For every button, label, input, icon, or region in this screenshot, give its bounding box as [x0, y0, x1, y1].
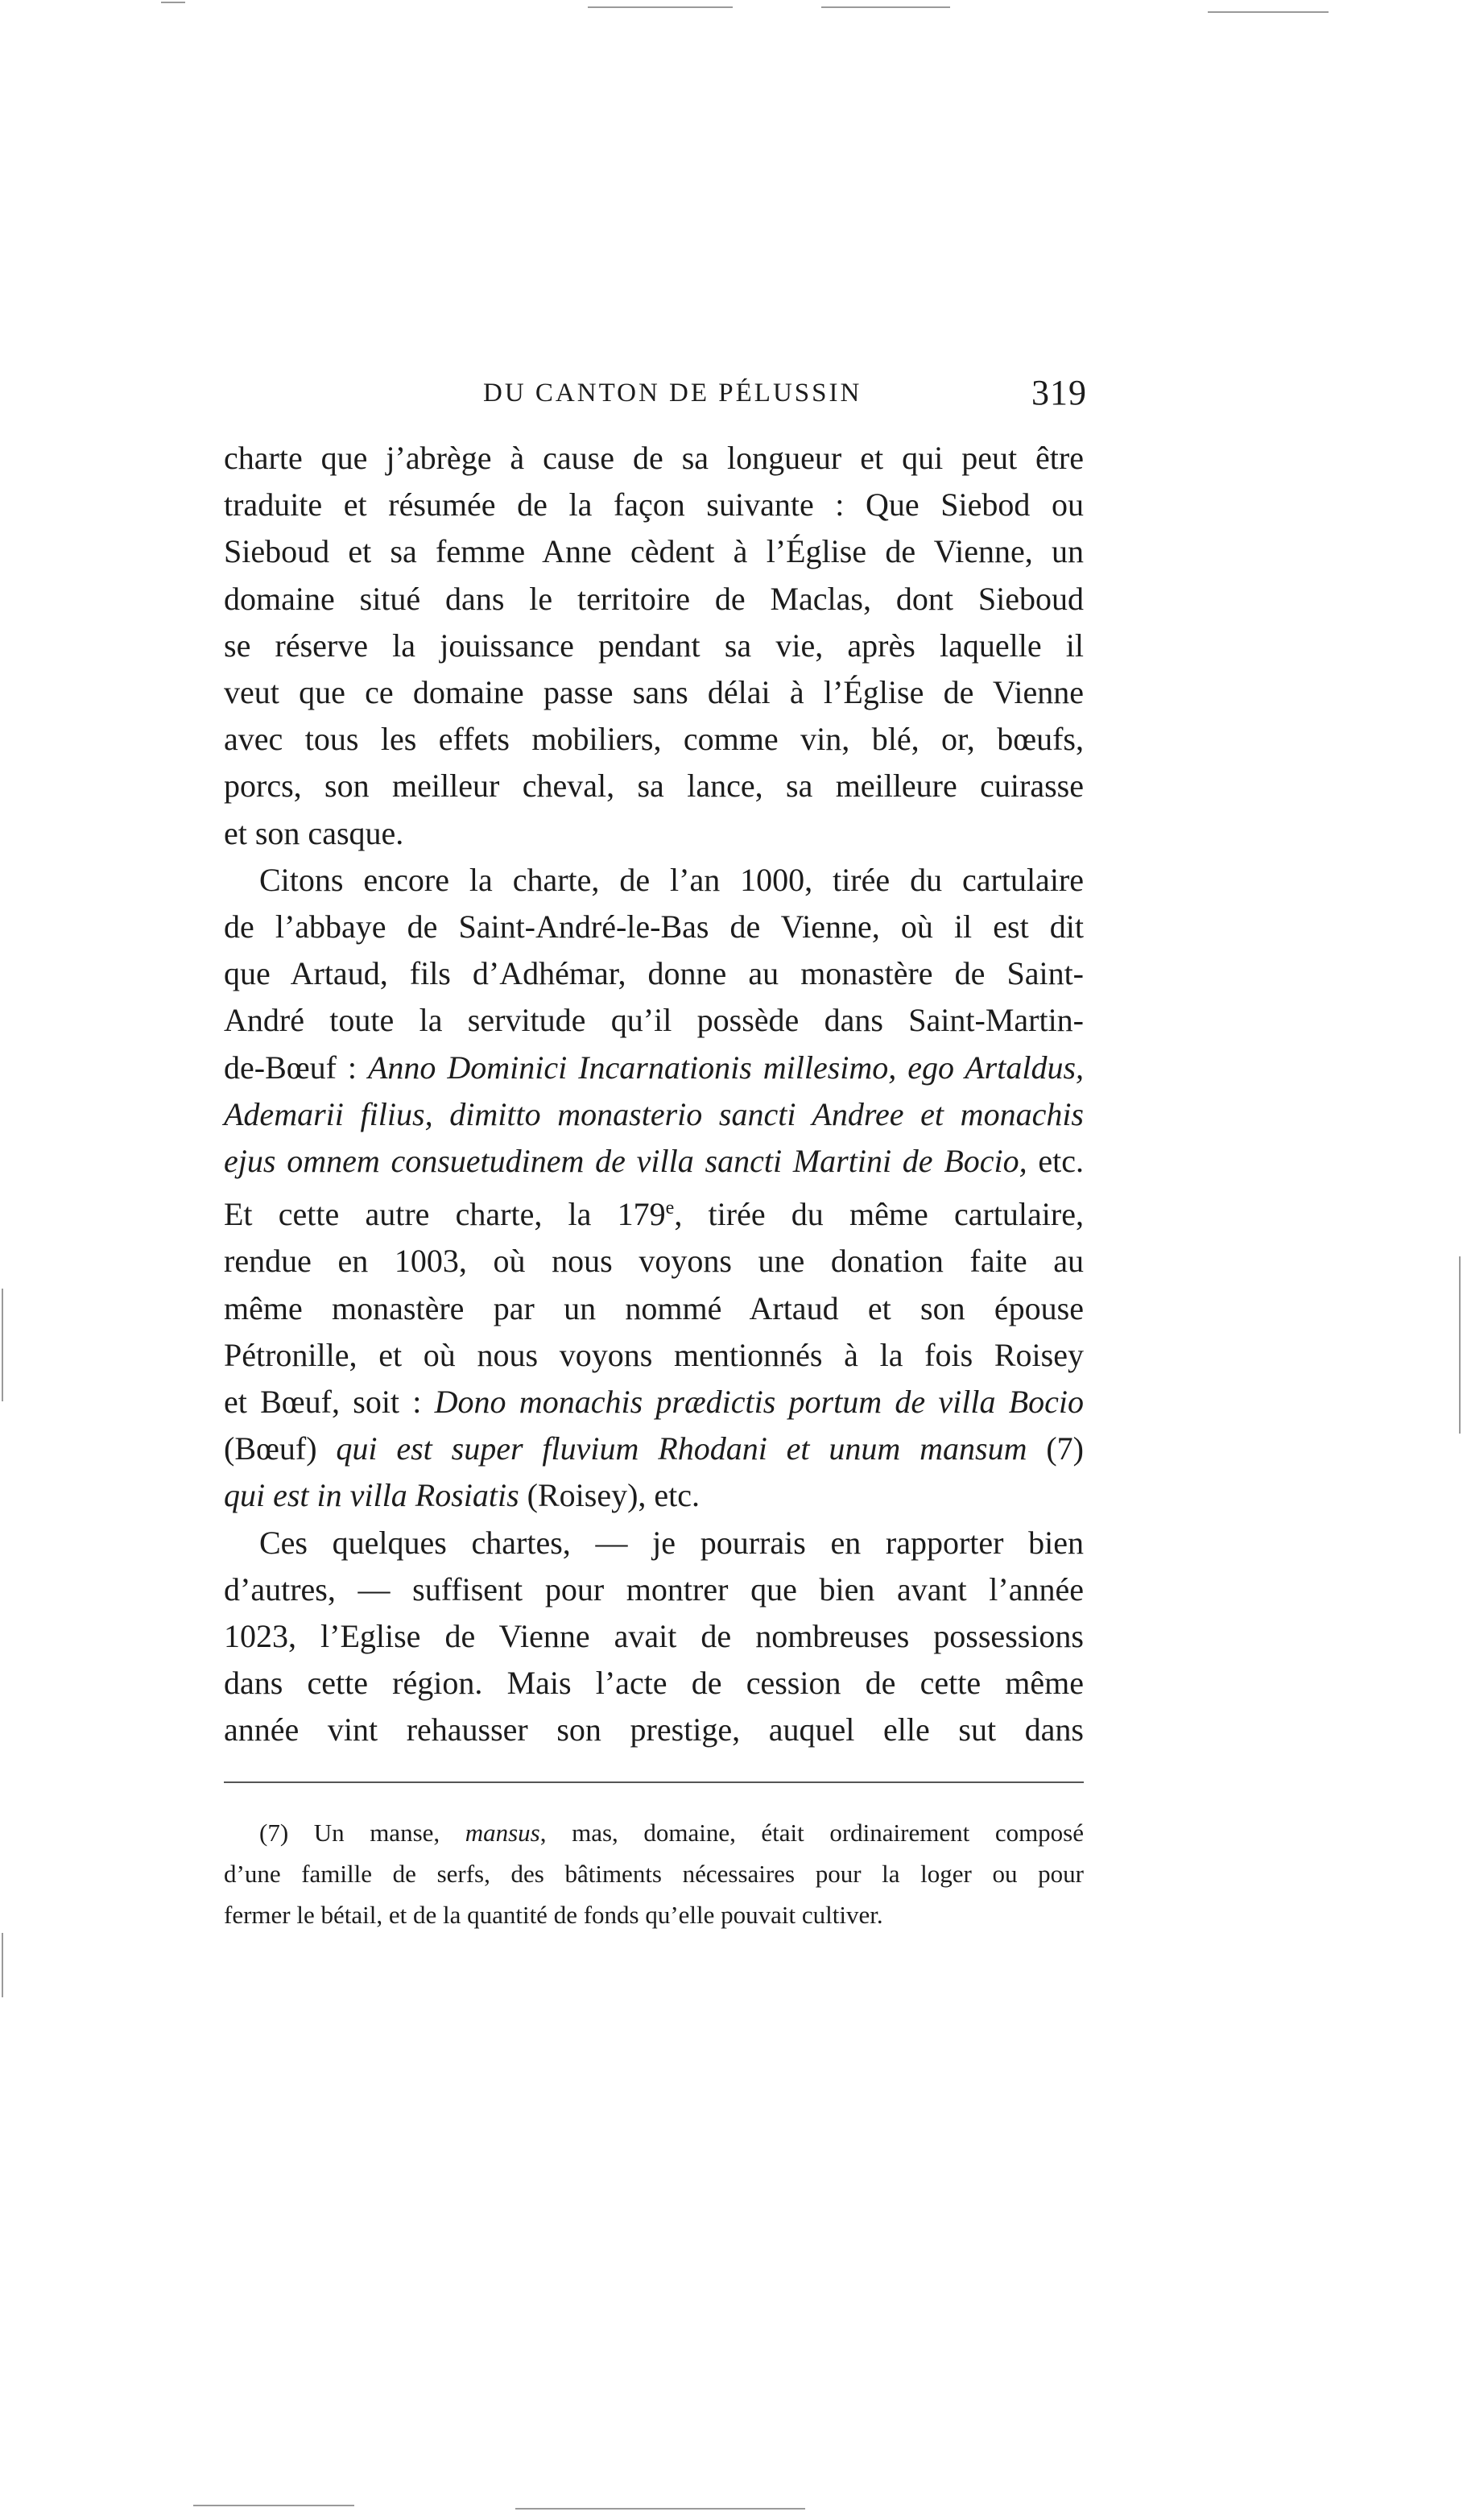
text-line: que Artaud, fils d’Adhémar, donne au monastère de Saint- — [224, 955, 1084, 992]
scan-artifact — [588, 6, 733, 8]
paragraph-3 — [224, 1520, 1084, 1754]
footnote-rule — [224, 1781, 1084, 1783]
text-line: 1023, l’Eglise de Vienne avait de nombreuses possessions — [224, 1618, 1084, 1655]
text-segment: (Roisey), etc. — [519, 1477, 701, 1514]
text-line — [224, 1045, 1084, 1091]
text-line — [224, 1185, 1084, 1238]
page-number: 319 — [1031, 373, 1087, 412]
text-line: même monastère par un nommé Artaud et son épouse — [224, 1289, 1084, 1326]
footnote — [224, 1812, 1084, 1935]
body-text — [224, 435, 1084, 1754]
page-header — [225, 372, 1087, 428]
text-line — [224, 1138, 1084, 1185]
footnote-line — [224, 1812, 1084, 1853]
paragraph-1 — [224, 435, 1084, 857]
latin-quote: ejus omnem consuetudinem de villa sancti Martini de Bocio, — [224, 1143, 1027, 1180]
text-line — [224, 1472, 1084, 1519]
text-line — [224, 1379, 1084, 1426]
footnote-line: d’une famille de serfs, des bâtiments nécessaires pour la loger ou pour — [224, 1860, 1084, 1888]
running-title: DU CANTON DE PÉLUSSIN — [483, 379, 862, 408]
footnote-line: fermer le bétail, et de la quantité de fonds qu’elle pouvait cultiver. — [224, 1901, 883, 1929]
text-segment: de-Bœuf : — [224, 1049, 368, 1086]
text-segment: , mas, domaine, était ordinairement composé — [539, 1819, 1085, 1847]
text-line: Sieboud et sa femme Anne cèdent à l’Église de Vienne, un — [224, 533, 1084, 570]
text-line: année vint rehausser son prestige, auquel elle sut dans — [224, 1711, 1084, 1748]
text-line — [224, 1426, 1084, 1472]
latin-quote: qui est super fluvium Rhodani et unum mansum — [336, 1430, 1027, 1467]
text-line: avec tous les effets mobiliers, comme vin, blé, or, bœufs, — [224, 721, 1084, 758]
text-line: et son casque. — [224, 814, 404, 851]
text-segment: Et cette autre charte, la 179 — [224, 1196, 666, 1233]
latin-quote: Dono monachis prædictis portum de villa Bocio — [434, 1384, 1084, 1421]
text-line: charte que j’abrège à cause de sa longueur et qui peut être — [224, 440, 1084, 476]
text-line: de l’abbaye de Saint-André-le-Bas de Vienne, où il est dit — [224, 908, 1084, 946]
superscript: e — [665, 1198, 675, 1219]
text-line: Ces quelques chartes, — je pourrais en rapporter bien — [259, 1524, 1084, 1561]
scan-artifact — [821, 6, 950, 8]
text-line: porcs, son meilleur cheval, sa lance, sa meilleure cuirasse — [224, 768, 1084, 805]
paragraph-2 — [224, 857, 1084, 1520]
text-line: Pétronille, et où nous voyons mentionnés à la fois Roisey — [224, 1336, 1084, 1373]
latin-term: mansus — [465, 1819, 540, 1847]
scan-artifact — [515, 2508, 805, 2510]
scan-artifact — [1459, 1256, 1461, 1434]
text-segment: (Bœuf) — [224, 1430, 337, 1467]
text-segment: etc. — [1027, 1143, 1085, 1180]
text-line: dans cette région. Mais l’acte de cession de cette même — [224, 1665, 1084, 1702]
scan-artifact — [2, 1933, 3, 1997]
scan-artifact — [2, 1289, 3, 1401]
text-line: Citons encore la charte, de l’an 1000, tirée du cartulaire — [259, 861, 1084, 898]
text-line: domaine situé dans le territoire de Maclas, dont Sieboud — [224, 580, 1084, 617]
text-segment: et Bœuf, soit : — [224, 1384, 435, 1421]
latin-quote: Anno Dominici Incarnationis millesimo, ego Artaldus, — [368, 1049, 1085, 1086]
text-line: se réserve la jouissance pendant sa vie, après laquelle il — [224, 627, 1084, 664]
text-line: traduite et résumée de la façon suivante : Que Siebod ou — [224, 486, 1084, 523]
latin-quote: Ademarii filius, dimitto monasterio sancti Andree et monachis — [224, 1095, 1084, 1132]
scan-artifact — [161, 2, 185, 3]
text-line: rendue en 1003, où nous voyons une donation faite au — [224, 1243, 1084, 1280]
latin-quote: qui est in villa Rosiatis — [224, 1477, 519, 1514]
scan-artifact — [193, 2505, 354, 2506]
text-segment: , tirée du même cartulaire, — [674, 1196, 1084, 1233]
text-line: André toute la servitude qu’il possède dans Saint-Martin- — [224, 1002, 1084, 1039]
footnote-ref: (7) — [1027, 1430, 1085, 1467]
scan-artifact — [1208, 11, 1329, 13]
text-line: d’autres, — suffisent pour montrer que bien avant l’année — [224, 1570, 1084, 1608]
text-segment: (7) Un manse, — [259, 1819, 465, 1847]
text-line: veut que ce domaine passe sans délai à l’Église de Vienne — [224, 674, 1084, 711]
